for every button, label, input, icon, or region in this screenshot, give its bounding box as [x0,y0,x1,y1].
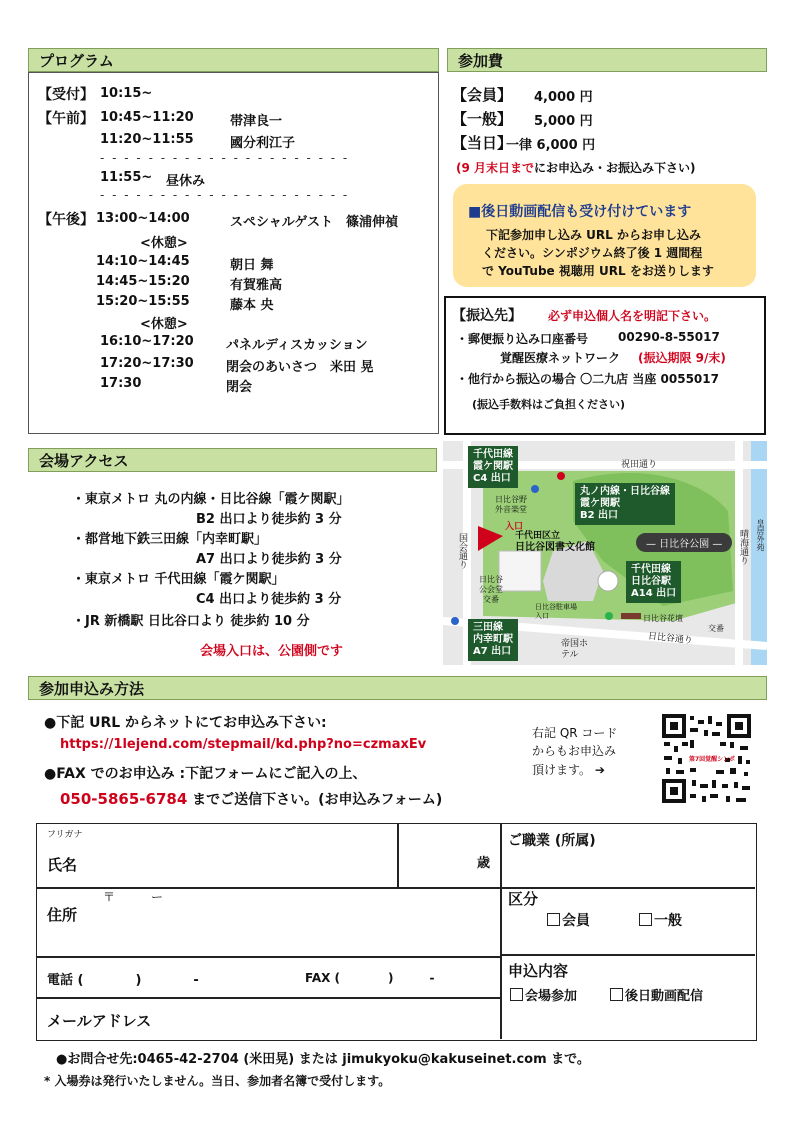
pm-name-3: 有賀雅高 [230,278,283,293]
map-library-line-2: 日比谷図書文化館 [515,542,595,553]
category-general[interactable] [639,910,682,930]
contact-info: ●お問合せ先:0465-42-2704 (米田晃) または jimukyoku@kakuseinet.com まで。 [56,1052,590,1067]
transfer-deadline: (振込期限 9/末) [638,351,726,365]
map-mita-uchisaiwaicho [468,619,518,661]
route-line-1: ・東京メトロ 丸の内線・日比谷線「霞ケ関駅」 [72,492,350,507]
fee-sameday-label: 【当日】 [452,134,513,152]
map-chiyoda-line: 千代田線 [473,449,513,460]
furigana-label: フリガナ [47,830,83,840]
content-venue[interactable] [510,985,577,1004]
qr-text-2: からもお申込み [532,744,617,758]
account-name: 覚醒医療ネットワーク [500,351,621,365]
divider-2: - - - - - - - - - - - - - - - - - - - - - [100,188,350,202]
program-header: プログラム [28,48,439,72]
reception-time: 10:15~ [100,86,153,101]
phone-label[interactable]: 電話 ( ) - [47,973,199,988]
map-hotel: 帝国ホテル [561,639,589,660]
map-park-label: — 日比谷公園 — [636,533,732,552]
category-member[interactable] [547,910,590,930]
name-field[interactable] [41,840,395,884]
map-hibiya-line: 千代田線 [631,564,671,575]
fax-number: 050-5865-6784 [60,790,188,808]
map-library-line-1: 千代田区立 [515,531,561,541]
rest-1: <休憩> [140,236,188,251]
map-hibiya-station [626,561,681,603]
apply-fax-intro: ●FAX でのお申込み :下記フォームにご記入の上、 [44,766,367,782]
route-line-4: ・JR 新橋駅 日比谷口より 徒歩約 10 分 [72,614,310,629]
qr-caption: 第7回覚醒シンポ [689,756,736,763]
transfer-title: 【振込先】 [452,308,522,324]
video-title: ■後日動画配信も受け付けています [468,204,692,220]
map-mita-line: 三田線 [473,622,503,633]
postal-number: 00290-8-55017 [618,330,720,344]
member-checkbox[interactable] [547,913,560,926]
fax-rest: までご送信下さい。(お申込みフォーム) [192,792,443,808]
pm-name-2: 朝日 舞 [230,258,274,273]
map-mita-station: 内幸町駅 [473,634,513,645]
pm-time-7: 17:30 [100,376,142,391]
map-ongakudo: 日比谷野外音楽堂 [495,495,527,514]
am-time-2: 11:20~11:55 [100,132,194,147]
pm-time-2: 14:10~14:45 [96,254,190,269]
map-library-label [515,531,595,553]
map-hibiya-exit: A14 出口 [631,588,677,599]
break-time: 11:55~ [100,170,153,185]
video-line-1: 下記参加申し込み URL からお申し込み [486,228,701,242]
route-detail-1: B2 出口より徒歩約 3 分 [196,512,342,527]
venue-option-label: 会場参加 [525,989,578,1004]
map-chiyoda-exit: C4 出口 [473,473,511,484]
map-marunouchi-kasumigaseki [575,483,675,525]
postal-mark: 〒 ー [103,890,164,904]
video-line-2: ください。シンポジウム終了後 1 週間程 [482,246,703,260]
apply-header: 参加申込み方法 [28,676,767,700]
fee-member-price: 4,000 円 [534,90,593,105]
map-hibiya-name: 日比谷駅 [631,576,671,587]
pm-time-3: 14:45~15:20 [96,274,190,289]
video-checkbox[interactable] [610,988,623,1001]
am-label: 【午前】 [38,111,94,127]
transfer-title-note: 必ず申込個人名を明記下さい。 [548,309,717,323]
venue-checkbox[interactable] [510,988,523,1001]
qr-code[interactable] [660,712,753,805]
email-label: メールアドレス [47,1012,152,1030]
am-time-1: 10:45~11:20 [100,110,194,125]
pm-name-1: スペシャルゲスト 篠浦伸禎 [230,215,398,230]
break-label: 昼休み [166,174,206,189]
map-entrance-2: 入口 [535,612,549,620]
pm-time-6: 17:20~17:30 [100,356,194,371]
access-header: 会場アクセス [28,448,437,472]
fee-header: 参加費 [447,48,767,72]
am-name-1: 帯津良一 [230,114,283,129]
map-kokaido: 日比谷公会堂 [479,575,503,594]
general-checkbox[interactable] [639,913,652,926]
entrance-note: 会場入口は、公園側です [200,644,344,659]
transfer-fee-note: (振込手数料はご負担ください) [472,398,626,411]
map-mita-exit: A7 出口 [473,646,512,657]
reception-label: 【受付】 [38,87,94,103]
video-line-3: で YouTube 視聴用 URL をお送りします [482,264,714,278]
pm-time-5: 16:10~17:20 [100,334,194,349]
fee-member-label: 【会員】 [452,86,513,104]
route-line-2: ・都営地下鉄三田線「内幸町駅」 [72,532,268,547]
map-marunouchi-station: 霞ケ関駅 [580,498,620,509]
map-koban-2: 交番 [708,624,724,633]
fee-deadline [456,159,696,176]
map-kadan: 日比谷花壇 [643,614,683,623]
age-label: 歳 [477,856,491,871]
fee-deadline-rest: にお申込み・お振込み下さい) [534,161,696,175]
content-video[interactable] [610,985,703,1004]
pm-time-1: 13:00~14:00 [96,211,190,226]
map-street-kokkai: 国会通り [457,533,467,569]
fee-general-label: 【一般】 [452,110,513,128]
application-form [36,823,757,1041]
apply-url-intro: ●下記 URL からネットにてお申込み下さい: [44,715,327,731]
qr-text-3: 頂けます。 ➔ [532,763,605,777]
map-street-iwai: 祝田通り [621,460,658,470]
pm-name-7: 閉会 [226,380,253,395]
member-option-label: 会員 [562,913,590,929]
pm-name-4: 藤本 央 [230,298,274,313]
fee-sameday-price: 一律 6,000 円 [506,138,596,153]
route-detail-3: C4 出口より徒歩約 3 分 [196,592,342,607]
pm-time-4: 15:20~15:55 [96,294,190,309]
map-street-harumi: 晴海通り [738,529,748,565]
qr-text-1: 右記 QR コード [532,726,618,740]
map-koban-1: 交番 [483,595,499,604]
map-kokyo: 皇居外苑 [756,519,765,551]
fax-label[interactable]: FAX ( ) - [305,971,435,985]
route-line-3: ・東京メトロ 千代田線「霞ケ関駅」 [72,572,285,587]
map-parking: 日比谷駐車場 [535,603,577,611]
ticket-note: * 入場券は発行いたしません。当日、参加者名簿で受付します。 [44,1074,391,1088]
map-marunouchi-line: 丸ノ内線・日比谷線 [580,486,670,497]
address-label: 住所 [47,906,78,924]
pm-name-6: 閉会のあいさつ 米田 晃 [226,360,374,375]
access-map [443,441,767,665]
general-option-label: 一般 [654,913,682,929]
fee-deadline-red: (9 月末日まで [456,161,535,175]
occupation-label: ご職業 (所属) [508,833,596,849]
category-label: 区分 [508,890,539,908]
am-name-2: 國分利江子 [230,136,296,151]
map-chiyoda-kasumigaseki [468,446,518,488]
map-entrance-label: 入口 [505,522,524,532]
divider-1: - - - - - - - - - - - - - - - - - - - - - [100,151,350,165]
rest-2: <休憩> [140,317,188,332]
video-option-label: 後日動画配信 [625,989,704,1004]
fee-general-price: 5,000 円 [534,114,593,129]
name-label: 氏名 [47,856,78,874]
other-bank: ・他行から振込の場合 〇二九店 当座 0055017 [456,372,719,386]
pm-label: 【午後】 [38,212,94,228]
map-street-hibiya: 日比谷通り [647,631,694,647]
apply-url-link[interactable]: https://1lejend.com/stepmail/kd.php?no=czmaxEv [60,737,427,752]
content-label: 申込内容 [508,962,569,980]
postal-label: ・郵便振り込み口座番号 [456,332,589,346]
route-detail-2: A7 出口より徒歩約 3 分 [196,552,342,567]
apply-fax-line [60,789,442,809]
map-marunouchi-exit: B2 出口 [580,510,619,521]
map-chiyoda-station: 霞ケ関駅 [473,461,513,472]
pm-name-5: パネルディスカッション [226,338,368,353]
